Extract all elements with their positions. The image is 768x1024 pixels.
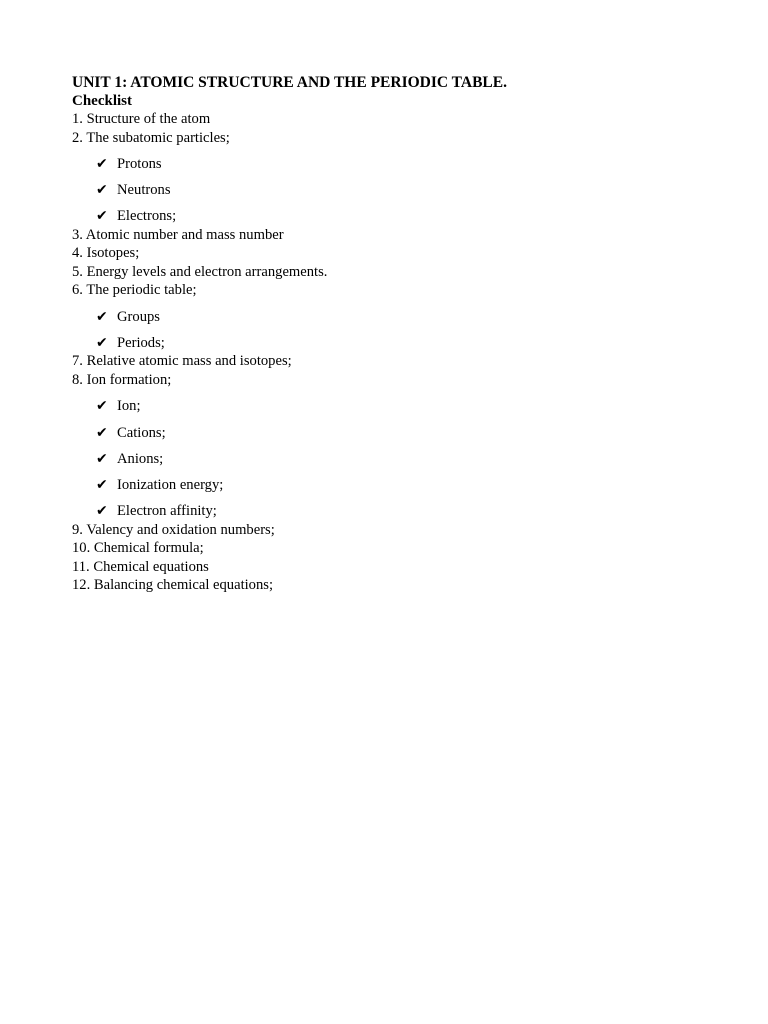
checklist-item: 4. Isotopes; bbox=[72, 245, 140, 262]
checkmark-icon: ✔ bbox=[96, 503, 108, 520]
checklist-item: 1. Structure of the atom bbox=[72, 111, 211, 127]
checklist-subitem-label: Protons bbox=[117, 155, 162, 172]
checklist-subitem-label: Groups bbox=[117, 308, 160, 325]
checklist-subitem bbox=[72, 326, 712, 352]
document-page bbox=[72, 73, 712, 595]
checklist-subitem bbox=[72, 416, 712, 442]
checklist-subitem-label: Anions; bbox=[117, 450, 164, 467]
checklist-subitem bbox=[72, 300, 712, 326]
checkmark-icon: ✔ bbox=[96, 424, 108, 441]
checklist-item: 2. The subatomic particles; bbox=[72, 129, 230, 146]
checklist-subitem bbox=[72, 495, 712, 521]
checklist-subitem bbox=[72, 468, 712, 494]
checkmark-icon: ✔ bbox=[96, 155, 108, 172]
checklist-item: 9. Valency and oxidation numbers; bbox=[72, 521, 275, 538]
checklist-item: 11. Chemical equations bbox=[72, 558, 209, 575]
checklist-item: 6. The periodic table; bbox=[72, 282, 197, 299]
checklist-subitem bbox=[72, 200, 712, 226]
checklist-subitem-label: Ionization energy; bbox=[117, 477, 224, 494]
checklist-item: 3. Atomic number and mass number bbox=[72, 226, 284, 243]
checkmark-icon: ✔ bbox=[96, 398, 108, 415]
checkmark-icon: ✔ bbox=[96, 182, 108, 199]
checkmark-icon: ✔ bbox=[96, 477, 108, 494]
checkmark-icon: ✔ bbox=[96, 208, 108, 225]
checklist-subitem bbox=[72, 173, 712, 199]
checklist-subitem bbox=[72, 389, 712, 415]
checkmark-icon: ✔ bbox=[96, 308, 108, 325]
checklist-subitem-label: Neutrons bbox=[117, 182, 171, 199]
checklist-item: 7. Relative atomic mass and isotopes; bbox=[72, 353, 292, 370]
checklist bbox=[72, 110, 712, 595]
checklist-item: 5. Energy levels and electron arrangements. bbox=[72, 263, 328, 280]
unit-title: UNIT 1: ATOMIC STRUCTURE AND THE PERIODIC TABLE. bbox=[72, 74, 507, 91]
checklist-subitem bbox=[72, 442, 712, 468]
checklist-subitem-label: Cations; bbox=[117, 424, 166, 441]
checklist-subitem-label: Electron affinity; bbox=[117, 503, 217, 520]
checkmark-icon: ✔ bbox=[96, 450, 108, 467]
checklist-subitem bbox=[72, 147, 712, 173]
checkmark-icon: ✔ bbox=[96, 334, 108, 351]
checklist-item: 12. Balancing chemical equations; bbox=[72, 577, 274, 594]
checklist-heading: Checklist bbox=[72, 93, 132, 109]
checklist-subitem-label: Ion; bbox=[117, 398, 141, 415]
checklist-item: 10. Chemical formula; bbox=[72, 540, 204, 557]
checklist-subitem-label: Electrons; bbox=[117, 208, 177, 225]
checklist-subitem-label: Periods; bbox=[117, 334, 165, 351]
checklist-item: 8. Ion formation; bbox=[72, 371, 172, 388]
